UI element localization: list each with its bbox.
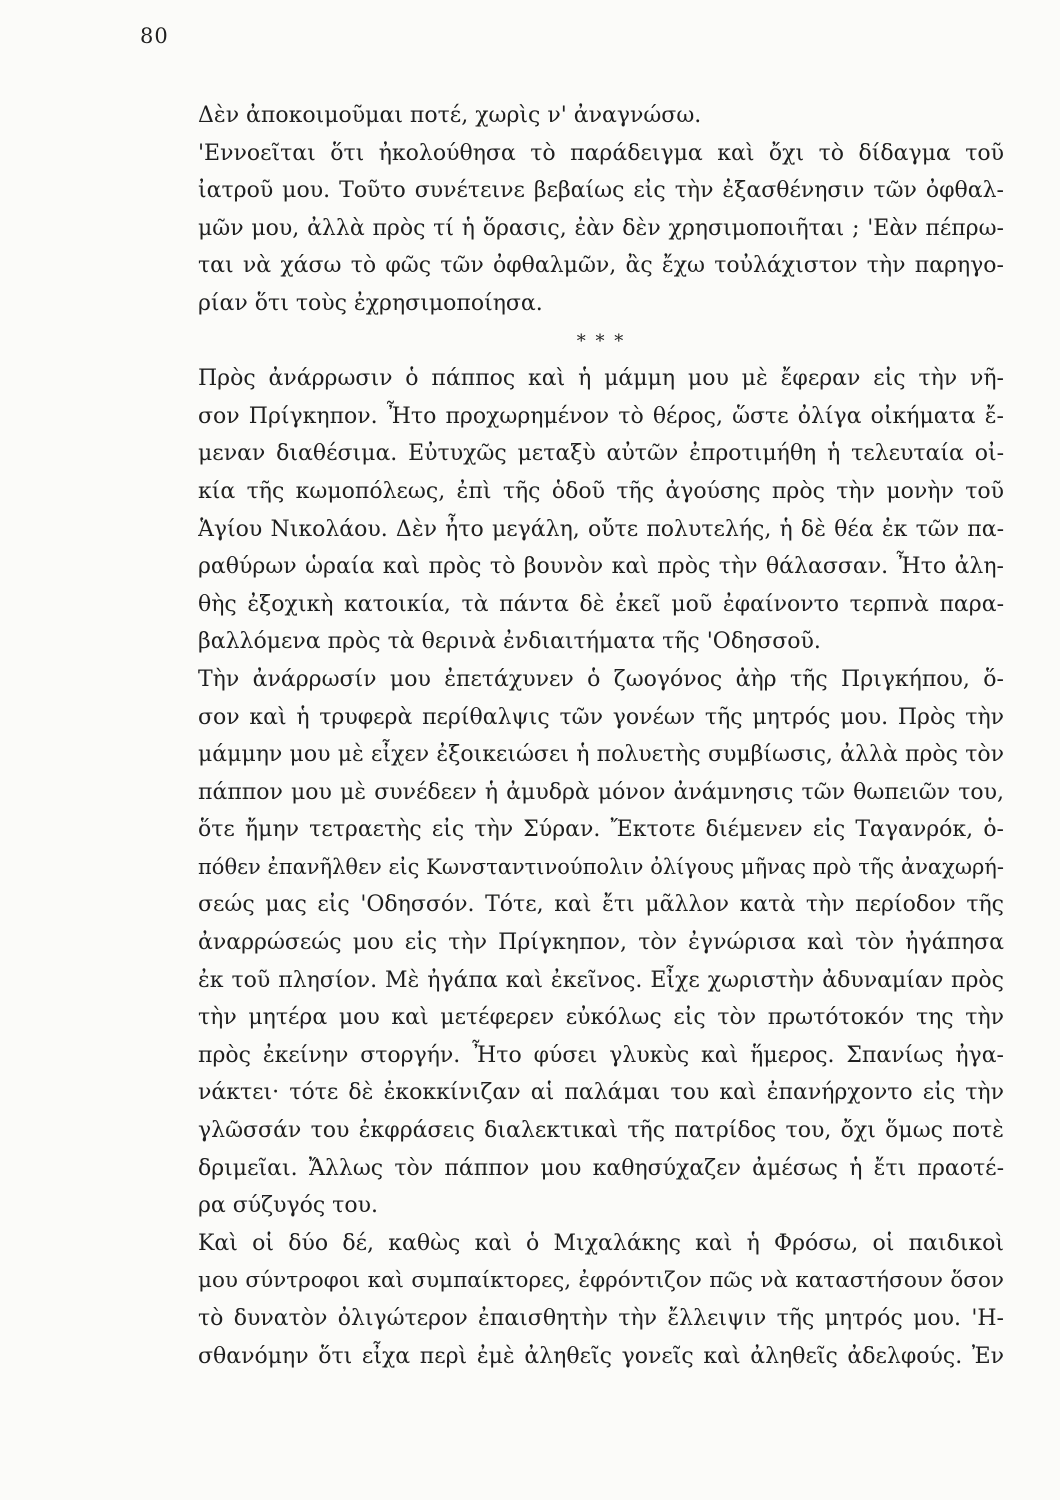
text-line: πάππον μου μὲ συνέδεεν ἡ ἀμυδρὰ μόνον ἀνάμνησις τῶν θωπειῶν του, [198, 779, 1004, 805]
text-line: ρίαν ὅτι τοὺς ἐχρησιμοποίησα. [198, 290, 543, 316]
text-line: μῶν μου, ἀλλὰ πρὸς τί ἡ ὅρασις, ἐὰν δὲν χρησιμοποιῆται ; 'Εὰν πέπρω- [198, 215, 1004, 241]
text-line: θὴς ἐξοχικὴ κατοικία, τὰ πάντα δὲ ἐκεῖ μοῦ ἐφαίνοντο τερπνὰ παρα- [198, 591, 1004, 617]
text-line: πόθεν ἐπανῆλθεν εἰς Κωνσταντινούπολιν ὀλίγους μῆνας πρὸ τῆς ἀναχωρή- [198, 854, 1004, 879]
text-line: ρα σύζυγός του. [198, 1193, 378, 1219]
text-line: 'Εννοεῖται ὅτι ἠκολούθησα τὸ παράδειγμα καὶ ὄχι τὸ δίδαγμα τοῦ [198, 140, 1004, 166]
text-line: σθανόμην ὅτι εἶχα περὶ ἐμὲ ἀληθεῖς γονεῖς καὶ ἀληθεῖς ἀδελφούς. Ἐν [198, 1343, 1004, 1369]
body-text [198, 97, 1004, 1375]
text-line: Καὶ οἱ δύο δέ, καθὼς καὶ ὁ Μιχαλάκης καὶ ἡ Φρόσω, οἱ παιδικοὶ [198, 1230, 1004, 1256]
text-line: ἐκ τοῦ πλησίον. Μὲ ἠγάπα καὶ ἐκεῖνος. Εἶχε χωριστὴν ἀδυναμίαν πρὸς [198, 967, 1004, 993]
text-line: ραθύρων ὡραία καὶ πρὸς τὸ βουνὸν καὶ πρὸς τὴν θάλασσαν. Ἦτο ἀλη- [198, 554, 1004, 580]
text-line: σον Πρίγκηπον. Ἦτο προχωρημένον τὸ θέρος, ὥστε ὀλίγα οἰκήματα ἔ- [198, 403, 1004, 429]
text-line: Τὴν ἀνάρρωσίν μου ἐπετάχυνεν ὁ ζωογόνος ἀὴρ τῆς Πριγκήπου, ὅ- [198, 666, 1004, 692]
text-line: τὴν μητέρα μου καὶ μετέφερεν εὐκόλως εἰς τὸν πρωτότοκόν της τὴν [198, 1005, 1004, 1031]
text-line: δριμεῖαι. Ἄλλως τὸν πάππον μου καθησύχαζεν ἀμέσως ἡ ἔτι πραοτέ- [198, 1155, 1004, 1181]
text-line: νάκτει· τότε δὲ ἐκοκκίνιζαν αἱ παλάμαι του καὶ ἐπανήρχοντο εἰς τὴν [198, 1080, 1004, 1106]
text-line: μάμμην μου μὲ εἶχεν ἐξοικειώσει ἡ πολυετὴς συμβίωσις, ἀλλὰ πρὸς τὸν [198, 742, 1004, 768]
text-line: μου σύντροφοι καὶ συμπαίκτορες, ἐφρόντιζον πῶς νὰ καταστήσουν ὅσον [198, 1268, 1004, 1294]
text-line: Δὲν ἀποκοιμοῦμαι ποτέ, χωρὶς ν' ἀναγνώσω. [198, 103, 702, 128]
text-line: ἀναρρώσεώς μου εἰς τὴν Πρίγκηπον, τὸν ἐγνώρισα καὶ τὸν ἠγάπησα [198, 930, 1004, 956]
text-line: ἰατροῦ μου. Τοῦτο συνέτεινε βεβαίως εἰς τὴν ἐξασθένησιν τῶν ὀφθαλ- [198, 178, 1004, 204]
text-line: μεναν διαθέσιμα. Εὐτυχῶς μεταξὺ αὐτῶν ἐπροτιμήθη ἡ τελευταία οἰ- [198, 441, 1004, 467]
text-line: κία τῆς κωμοπόλεως, ἐπὶ τῆς ὁδοῦ τῆς ἀγούσης πρὸς τὴν μονὴν τοῦ [198, 478, 1004, 504]
text-line: βαλλόμενα πρὸς τὰ θερινὰ ἐνδιαιτήματα τῆς 'Οδησσοῦ. [198, 629, 821, 655]
text-line: γλῶσσάν του ἐκφράσεις διαλεκτικαὶ τῆς πατρίδος του, ὄχι ὅμως ποτὲ [198, 1118, 1004, 1144]
text-line: ὅτε ἤμην τετραετὴς εἰς τὴν Σύραν. Ἔκτοτε διέμενεν εἰς Ταγανρόκ, ὁ- [198, 817, 1004, 843]
text-line: σον καὶ ἡ τρυφερὰ περίθαλψις τῶν γονέων τῆς μητρός μου. Πρὸς τὴν [198, 704, 1004, 730]
text-line: τὸ δυνατὸν ὀλιγώτερον ἐπαισθητὴν τὴν ἔλλειψιν τῆς μητρός μου. 'Η- [198, 1306, 1004, 1331]
section-divider: * * * [576, 330, 626, 352]
text-line: Πρὸς ἀνάρρωσιν ὁ πάππος καὶ ἡ μάμμη μου μὲ ἔφεραν εἰς τὴν νῆ- [198, 366, 1004, 392]
text-line: Ἁγίου Νικολάου. Δὲν ἦτο μεγάλη, οὔτε πολυτελής, ἡ δὲ θέα ἐκ τῶν πα- [198, 516, 1004, 542]
text-line: πρὸς ἐκείνην στοργήν. Ἦτο φύσει γλυκὺς καὶ ἥμερος. Σπανίως ἠγα- [198, 1042, 1004, 1068]
page-number: 80 [140, 24, 169, 48]
text-line: σεώς μας εἰς 'Οδησσόν. Τότε, καὶ ἔτι μᾶλλον κατὰ τὴν περίοδον τῆς [198, 892, 1004, 918]
text-line: ται νὰ χάσω τὸ φῶς τῶν ὀφθαλμῶν, ἂς ἔχω τοὐλάχιστον τὴν παρηγο- [198, 253, 1004, 279]
